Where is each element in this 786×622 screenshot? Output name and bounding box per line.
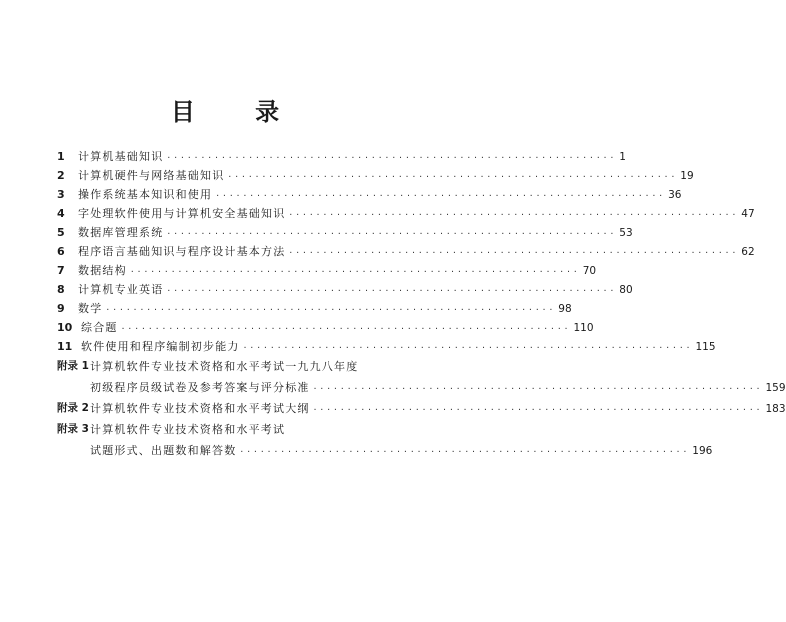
appendix-number: 附录 3 xyxy=(57,423,89,435)
dot-leader: ·································································· xyxy=(120,324,571,333)
toc-entry-page: 115 xyxy=(695,341,716,353)
toc-entry-label: 数学 xyxy=(78,302,103,315)
dot-leader: ·································································· xyxy=(215,191,666,200)
dot-leader: ·································································· xyxy=(166,153,617,162)
toc-entry-2[interactable] xyxy=(57,166,694,185)
dot-leader: ·································································· xyxy=(105,305,556,314)
toc-entry-page: 70 xyxy=(582,265,597,277)
dot-leader: ·································································· xyxy=(288,248,739,257)
dot-leader: ·································································· xyxy=(242,343,693,352)
toc-entry-page: 1 xyxy=(619,151,626,163)
toc-entry-3[interactable] xyxy=(57,185,682,204)
toc-entry-number: 11 xyxy=(57,340,73,353)
appendix-title-line-2: 初级程序员级试卷及参考答案与评分标准 xyxy=(90,381,310,394)
toc-entry-5[interactable] xyxy=(57,223,633,242)
toc-entry-page: 98 xyxy=(558,303,572,315)
toc-entry-7[interactable] xyxy=(57,261,597,280)
toc-entry-number: 6 xyxy=(57,245,65,258)
appendix-page: 159 xyxy=(765,382,786,394)
toc-entry-1[interactable] xyxy=(57,147,626,166)
toc-entry-10[interactable] xyxy=(57,318,594,337)
toc-entry-label: 数据库管理系统 xyxy=(78,226,164,239)
appendix-page: 183 xyxy=(765,403,786,415)
toc-entry-number: 9 xyxy=(57,302,65,315)
toc-entry-number: 4 xyxy=(57,207,65,220)
appendix-1-line-1[interactable] xyxy=(57,356,387,377)
toc-entry-page: 53 xyxy=(619,227,633,239)
toc-entry-11[interactable] xyxy=(57,337,716,356)
toc-entry-label: 计算机硬件与网络基础知识 xyxy=(78,169,225,182)
toc-entry-number: 3 xyxy=(57,188,65,201)
toc-entry-label: 软件使用和程序编制初步能力 xyxy=(81,340,240,353)
appendix-page: 196 xyxy=(692,445,713,457)
toc-entry-label: 操作系统基本知识和使用 xyxy=(78,188,213,201)
toc-entry-page: 19 xyxy=(680,170,694,182)
toc-entry-label: 字处理软件使用与计算机安全基础知识 xyxy=(78,207,286,220)
toc-entry-page: 62 xyxy=(741,246,755,258)
appendix-title-line-1: 计算机软件专业技术资格和水平考试 xyxy=(90,423,286,436)
toc-entry-number: 7 xyxy=(57,264,65,277)
appendix-1-line-2[interactable] xyxy=(57,377,786,398)
dot-leader: ·································································· xyxy=(227,172,678,181)
dot-leader: ·································································· xyxy=(312,405,763,414)
appendix-number: 附录 2 xyxy=(57,402,89,414)
dot-leader: ·································································· xyxy=(166,229,617,238)
dot-leader: ·································································· xyxy=(166,286,617,295)
toc-entry-label: 综合题 xyxy=(81,321,118,334)
toc-entry-4[interactable] xyxy=(57,204,755,223)
appendix-2[interactable] xyxy=(57,398,786,419)
toc-entry-number: 5 xyxy=(57,226,65,239)
table-of-contents xyxy=(57,147,786,461)
dot-leader: ·································································· xyxy=(129,267,580,276)
appendix-title-line-2: 试题形式、出题数和解答数 xyxy=(90,444,237,457)
toc-entry-6[interactable] xyxy=(57,242,755,261)
toc-entry-page: 110 xyxy=(573,322,594,334)
toc-entry-page: 80 xyxy=(619,284,633,296)
dot-leader: ·································································· xyxy=(312,384,763,393)
toc-entry-label: 数据结构 xyxy=(78,264,127,277)
appendix-title-line-1: 计算机软件专业技术资格和水平考试一九九八年度 xyxy=(90,360,359,373)
toc-entry-label: 计算机专业英语 xyxy=(78,283,164,296)
toc-entry-label: 程序语言基础知识与程序设计基本方法 xyxy=(78,245,286,258)
page-title: 目 录 xyxy=(170,97,306,126)
toc-entry-9[interactable] xyxy=(57,299,572,318)
toc-entry-number: 8 xyxy=(57,283,65,296)
toc-entry-8[interactable] xyxy=(57,280,633,299)
toc-entry-number: 10 xyxy=(57,321,73,334)
dot-leader: ·································································· xyxy=(288,210,739,219)
toc-entry-number: 1 xyxy=(57,150,65,163)
toc-entry-label: 计算机基础知识 xyxy=(78,150,164,163)
appendix-3-line-1[interactable] xyxy=(57,419,387,440)
appendix-3-line-2[interactable] xyxy=(57,440,713,461)
toc-entry-page: 47 xyxy=(741,208,755,220)
appendix-title-line-1: 计算机软件专业技术资格和水平考试大纲 xyxy=(90,402,310,415)
appendix-number: 附录 1 xyxy=(57,360,89,372)
toc-entry-number: 2 xyxy=(57,169,65,182)
toc-entry-page: 36 xyxy=(668,189,682,201)
dot-leader: ·································································· xyxy=(239,447,690,456)
